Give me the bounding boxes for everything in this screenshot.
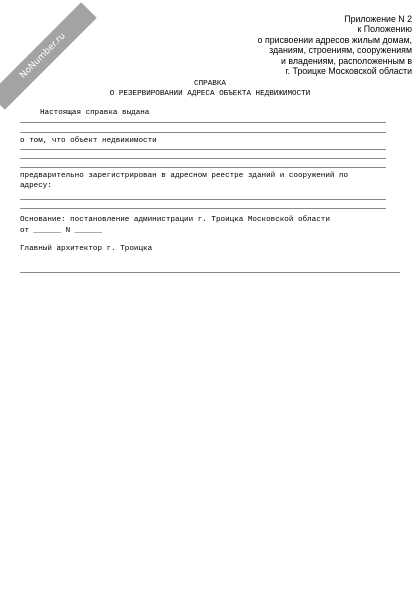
watermark-ribbon: NoNumber.ru (0, 2, 97, 109)
document-subtitle: О РЕЗЕРВИРОВАНИИ АДРЕСА ОБЪЕКТА НЕДВИЖИМОСТИ (109, 90, 311, 98)
fill-in-line (20, 132, 386, 133)
issued-to-label: Настоящая справка выдана (40, 109, 150, 117)
header-line: Приложение N 2 (344, 14, 412, 24)
document-title: СПРАВКА (194, 80, 226, 88)
basis-date-number: от ______ N ______ (20, 227, 103, 235)
header-line: о присвоении адресов жилым домам, (257, 34, 412, 45)
fill-in-line (20, 208, 386, 209)
signature-line (20, 272, 400, 273)
signature-label: Главный архитектор г. Троицка (20, 245, 153, 253)
address-label: адресу: (20, 182, 52, 190)
header-line: и владениям, расположенным в (280, 55, 412, 66)
header-line: г. Троицке Московской области (285, 66, 412, 77)
registered-text: предварительно зарегистрирован в адресном реестре зданий и сооружений по (20, 172, 349, 180)
fill-in-line (20, 122, 386, 123)
basis-text: Основание: постановление администрации г. Троицка Московской области (20, 216, 330, 224)
header-line: зданиям, строениям, сооружениям (269, 45, 412, 56)
fill-in-line (20, 167, 386, 168)
header-line: к Положению (357, 24, 412, 35)
appendix-header (212, 14, 412, 76)
fill-in-line (20, 199, 386, 200)
object-label: о том, что объект недвижимости (20, 137, 157, 145)
fill-in-line (20, 149, 386, 150)
fill-in-line (20, 158, 386, 159)
